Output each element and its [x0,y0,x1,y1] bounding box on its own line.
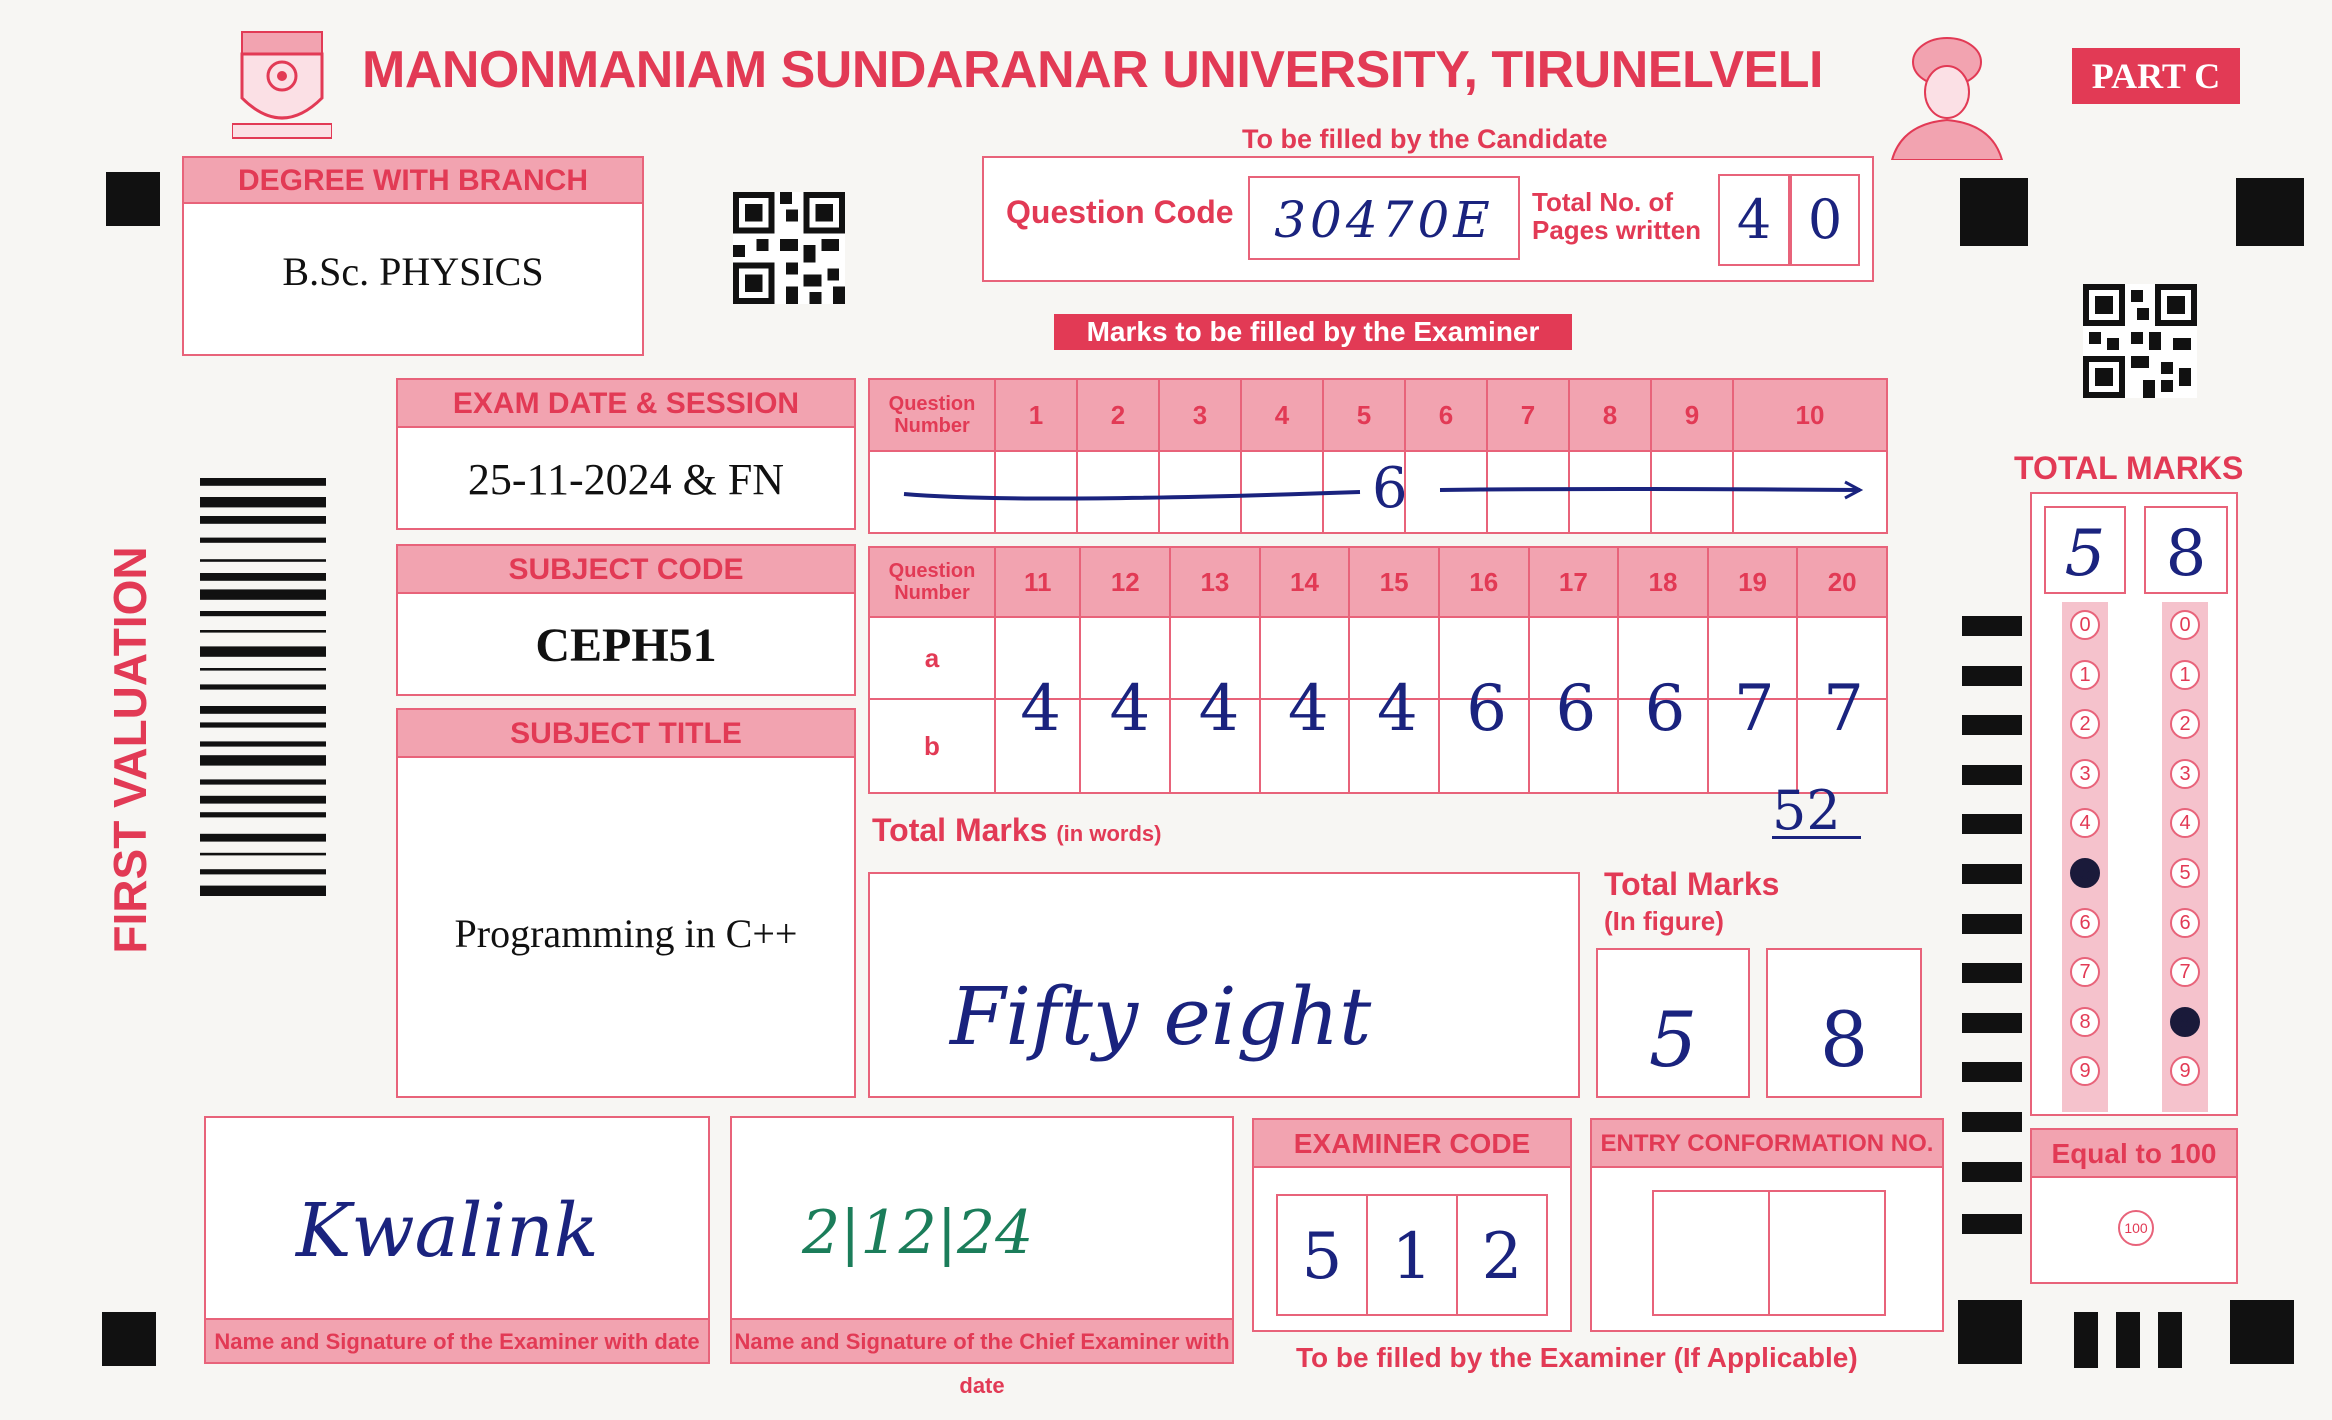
mark-bubble[interactable]: 5 [2170,858,2200,888]
mark-value[interactable]: 4 [1198,672,1240,746]
mark-bubble[interactable]: 2 [2070,709,2100,739]
timing-mark [1962,1013,2022,1033]
subject-title-label: SUBJECT TITLE [398,710,854,758]
question-number: 20 [1797,547,1887,617]
university-title: MANONMANIAM SUNDARANAR UNIVERSITY, TIRUNELVELI [362,41,1823,99]
subject-code-value[interactable]: CEPH51 [535,619,717,672]
total-figure-label: Total Marks [1604,866,1780,902]
chief-signature-label: Name and Signature of the Chief Examiner with date [732,1318,1232,1362]
mark-bubble[interactable]: 1 [2170,660,2200,690]
mark-bubble[interactable]: 9 [2070,1056,2100,1086]
timing-mark [1962,864,2022,884]
marks-grid-row2 [868,546,1888,794]
pages-digit-box[interactable] [1790,174,1860,266]
total-marks-digit-box[interactable] [2044,506,2126,594]
subject-title-box [396,708,856,1098]
question-number: 14 [1260,547,1350,617]
question-number: 12 [1080,547,1170,617]
mark-value[interactable]: 4 [1377,672,1418,746]
examiner-signature-label: Name and Signature of the Examiner with date [206,1318,708,1362]
mark-bubble[interactable]: 5 [2070,858,2100,888]
timing-mark [1962,666,2022,686]
examiner-code-digit[interactable]: 2 [1481,1220,1523,1294]
exam-date-box [396,378,856,530]
question-number: 5 [1323,379,1405,451]
part-a-label: a [869,617,995,699]
chief-signature[interactable]: 2|12|24 [802,1198,1034,1268]
question-code-label: Question Code [1006,194,1234,230]
entry-digit-field[interactable] [1770,1192,1884,1314]
timing-mark [1962,963,2022,983]
bubble-100[interactable]: 100 [2118,1210,2154,1246]
exam-date-value[interactable]: 25-11-2024 & FN [467,455,785,504]
mark-bubble[interactable]: 8 [2170,1007,2200,1037]
subtotal-mark: 52 [1772,786,1861,839]
degree-label: DEGREE WITH BRANCH [184,158,642,204]
alignment-mark [2158,1312,2182,1368]
total-marks-digit: 8 [2165,517,2207,591]
candidate-note: To be filled by the Candidate [1242,124,1608,154]
question-number: 4 [1241,379,1323,451]
alignment-mark [1958,1300,2022,1364]
total-words-value: Fifty eight [950,970,1372,1063]
examiner-code-digit[interactable]: 1 [1368,1196,1458,1314]
examiner-note-banner: Marks to be filled by the Examiner [1054,314,1572,350]
examiner-signature[interactable]: Kwalink [296,1188,599,1274]
mark-bubble[interactable]: 8 [2070,1007,2100,1037]
alignment-mark [102,1312,156,1366]
question-number: 17 [1529,547,1619,617]
examiner-code-label: EXAMINER CODE [1254,1120,1570,1168]
mark-bubble[interactable]: 6 [2170,908,2200,938]
pages-label-2: Pages written [1532,215,1702,245]
mark-bubble[interactable]: 3 [2070,759,2100,789]
alignment-mark [2116,1312,2140,1368]
degree-value[interactable]: B.Sc. PHYSICS [282,249,544,294]
mark-bubble[interactable]: 2 [2170,709,2200,739]
examiner-code-box [1252,1118,1572,1332]
mark-bubble[interactable]: 4 [2070,808,2100,838]
timing-mark [1962,1112,2022,1132]
timing-mark [1962,765,2022,785]
part-badge: PART C [2072,48,2240,104]
entry-confirmation-label: ENTRY CONFORMATION NO. [1592,1120,1942,1168]
timing-mark [1962,914,2022,934]
question-number: 11 [995,547,1080,617]
mark-bubble[interactable]: 4 [2170,808,2200,838]
mark-bubble[interactable]: 0 [2070,610,2100,640]
question-number: 7 [1487,379,1569,451]
total-figure-sub: (In figure) [1604,906,1724,936]
pages-digit: 0 [1807,188,1843,251]
total-marks-label: TOTAL MARKS [2014,450,2244,486]
question-number: 1 [995,379,1077,451]
founder-portrait [1882,32,2012,160]
alignment-mark [2230,1300,2294,1364]
chief-signature-box [730,1116,1234,1398]
mark-value[interactable]: 4 [1020,672,1061,746]
total-marks-panel [2030,492,2238,1116]
mark-bubble[interactable]: 9 [2170,1056,2200,1086]
alignment-mark [106,172,160,226]
question-number: 13 [1170,547,1260,617]
row2-marks [996,672,1888,752]
timing-mark [1962,1214,2022,1234]
total-words-label: Total Marks (in words) [872,812,1162,848]
university-logo [232,28,332,146]
question-code-box [982,156,1874,282]
mark-bubble[interactable]: 3 [2170,759,2200,789]
mark-value[interactable]: 7 [1733,672,1775,746]
row1-mark[interactable]: 6 [1372,456,1408,521]
question-number: 6 [1405,379,1487,451]
timing-mark [1962,1062,2022,1082]
total-figure-digit: 5 [1648,995,1698,1084]
mark-bubble[interactable]: 1 [2070,660,2100,690]
subject-code-label: SUBJECT CODE [398,546,854,594]
total-words-field[interactable] [868,872,1580,1098]
mark-value[interactable]: 6 [1644,672,1686,746]
mark-bubble[interactable]: 6 [2070,908,2100,938]
equal-to-box [2030,1128,2238,1284]
question-number: 15 [1349,547,1439,617]
pages-label-1: Total No. of [1532,187,1674,217]
equal-to-label: Equal to 100 [2032,1130,2236,1178]
degree-box [182,156,644,356]
question-number: 16 [1439,547,1529,617]
timing-mark [1962,1162,2022,1182]
mark-value[interactable]: 6 [1555,672,1597,746]
subject-title-value[interactable]: Programming in C++ [454,911,798,956]
question-number: 10 [1733,379,1887,451]
total-marks-digit-box[interactable] [2144,506,2228,594]
pages-digit-box[interactable] [1718,174,1790,266]
mark-value[interactable]: 4 [1109,672,1151,746]
question-code-value: 30470E [1274,191,1494,249]
entry-confirmation-box [1590,1118,1944,1332]
examiner-code-digit[interactable]: 5 [1278,1196,1368,1314]
qr-code [2082,284,2198,398]
alignment-mark [1960,178,2028,246]
question-number-header: Question Number [869,379,995,451]
question-number-header: Question Number [869,547,995,617]
total-marks-digit: 5 [2064,517,2106,591]
footer-note: To be filled by the Examiner (If Applicable) [1296,1342,1858,1373]
question-number: 3 [1159,379,1241,451]
pages-digit: 4 [1736,188,1772,251]
mark-bubble[interactable]: 7 [2070,957,2100,987]
mark-bubble[interactable]: 7 [2170,957,2200,987]
timing-mark [1962,715,2022,735]
question-number: 9 [1651,379,1733,451]
alignment-mark [2074,1312,2098,1368]
mark-bubble[interactable]: 0 [2170,610,2200,640]
question-number: 2 [1077,379,1159,451]
timing-mark [1962,616,2022,636]
mark-value[interactable]: 4 [1287,672,1329,746]
barcode [200,478,326,950]
question-number: 8 [1569,379,1651,451]
first-valuation-label: FIRST VALUATION [104,546,156,954]
timing-mark [1962,814,2022,834]
mark-value[interactable]: 6 [1466,672,1507,746]
qr-code [732,192,846,304]
exam-date-label: EXAM DATE & SESSION [398,380,854,428]
total-figure-digit-box[interactable] [1766,948,1922,1098]
entry-digit-field[interactable] [1654,1192,1770,1314]
question-code-field[interactable] [1248,176,1520,260]
examiner-signature-box [204,1116,710,1364]
total-figure-digit: 8 [1819,995,1869,1084]
question-number: 18 [1618,547,1708,617]
part-b-label: b [869,699,995,793]
subject-code-box [396,544,856,696]
mark-value[interactable]: 7 [1823,672,1864,746]
alignment-mark [2236,178,2304,246]
question-number: 19 [1708,547,1798,617]
total-figure-digit-box[interactable] [1596,948,1750,1098]
